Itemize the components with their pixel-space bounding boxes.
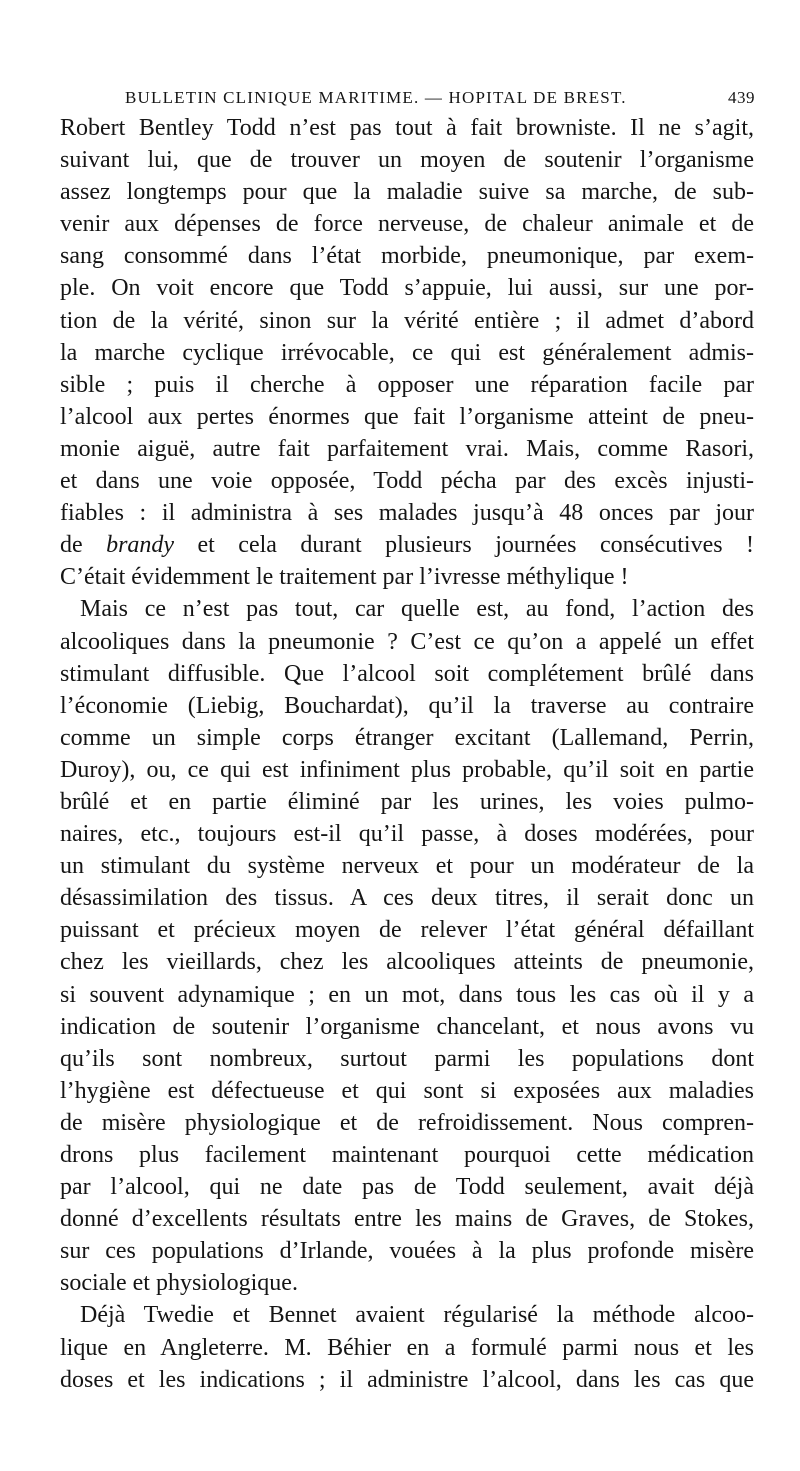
text-line: Robert Bentley Todd n’est pas tout à fait browniste. Il ne s’agit, <box>60 115 754 141</box>
body-text <box>60 112 754 1396</box>
paragraph-first-line: Déjà Twedie et Bennet avaient régularisé la méthode alcoo- <box>80 1302 754 1329</box>
text-line: puissant et précieux moyen de relever l’état général défaillant <box>60 917 754 944</box>
text-line: venir aux dépenses de force nerveuse, de chaleur animale et de <box>60 211 754 238</box>
text-line: assez longtemps pour que la maladie suive sa marche, de sub- <box>60 179 754 206</box>
text-line: l’économie (Liebig, Bouchardat), qu’il la traverse au contraire <box>60 692 754 719</box>
text-line: brûlé et en partie éliminé par les urines, les voies pulmo- <box>60 788 754 815</box>
text-line: sur ces populations d’Irlande, vouées à la plus profonde misère <box>60 1238 754 1265</box>
text-line: fiables : il administra à ses malades jusqu’à 48 onces par jour <box>60 500 754 527</box>
paragraph-last-line: sociale et physiologique. <box>60 1270 298 1297</box>
text-line: alcooliques dans la pneumonie ? C’est ce qu’on a appelé un effet <box>60 628 754 655</box>
text-line: ple. On voit encore que Todd s’appuie, lui aussi, sur une por- <box>60 275 754 302</box>
text-line: doses et les indications ; il administre l’alcool, dans les cas que <box>60 1366 754 1393</box>
page-number: 439 <box>728 88 755 107</box>
text-line: indication de soutenir l’organisme chancelant, et nous avons vu <box>60 1013 754 1040</box>
text-line: l’hygiène est défectueuse et qui sont si exposées aux maladies <box>60 1077 754 1104</box>
text-line: qu’ils sont nombreux, surtout parmi les populations dont <box>60 1045 754 1072</box>
text-fragment: de <box>60 532 83 559</box>
text-line: et dans une voie opposée, Todd pécha par des excès injusti- <box>60 468 754 495</box>
text-line: de misère physiologique et de refroidissement. Nous compren- <box>60 1109 754 1136</box>
text-line: si souvent adynamique ; en un mot, dans tous les cas où il y a <box>60 981 754 1008</box>
text-line: tion de la vérité, sinon sur la vérité entière ; il admet d’abord <box>60 307 754 334</box>
text-line: désassimilation des tissus. A ces deux titres, il serait donc un <box>60 885 754 912</box>
running-header <box>125 86 755 110</box>
paragraph-last-line: C’était évidemment le traitement par l’ivresse méthylique ! <box>60 564 629 591</box>
text-line: drons plus facilement maintenant pourquoi cette médication <box>60 1142 754 1168</box>
text-line: lique en Angleterre. M. Béhier en a formulé parmi nous et les <box>60 1334 754 1361</box>
text-line: comme un simple corps étranger excitant (Lallemand, Perrin, <box>60 724 754 751</box>
text-fragment: et cela durant plusieurs journées consécutives ! <box>197 532 754 559</box>
text-line: suivant lui, que de trouver un moyen de soutenir l’organisme <box>60 147 754 174</box>
text-line: sible ; puis il cherche à opposer une réparation facile par <box>60 371 754 398</box>
running-title: BULLETIN CLINIQUE MARITIME. — HOPITAL DE BREST. <box>125 88 627 107</box>
text-line: monie aiguë, autre fait parfaitement vrai. Mais, comme Rasori, <box>60 435 754 462</box>
text-line: donné d’excellents résultats entre les mains de Graves, de Stokes, <box>60 1206 754 1233</box>
text-line: la marche cyclique irrévocable, ce qui est généralement admis- <box>60 339 754 366</box>
text-line-brandy <box>60 529 754 561</box>
text-line: Duroy), ou, ce qui est infiniment plus probable, qu’il soit en partie <box>60 756 754 783</box>
text-line: l’alcool aux pertes énormes que fait l’organisme atteint de pneu- <box>60 403 754 430</box>
text-line: un stimulant du système nerveux et pour un modérateur de la <box>60 853 754 880</box>
text-line: chez les vieillards, chez les alcooliques atteints de pneumonie, <box>60 949 754 976</box>
text-line: par l’alcool, qui ne date pas de Todd seulement, avait déjà <box>60 1174 754 1201</box>
paragraph-first-line: Mais ce n’est pas tout, car quelle est, au fond, l’action des <box>80 596 754 623</box>
italic-word: brandy <box>106 532 175 559</box>
text-line: naires, etc., toujours est-il qu’il passe, à doses modérées, pour <box>60 821 754 848</box>
text-line: stimulant diffusible. Que l’alcool soit complétement brûlé dans <box>60 660 754 687</box>
text-line: sang consommé dans l’état morbide, pneumonique, par exem- <box>60 243 754 270</box>
